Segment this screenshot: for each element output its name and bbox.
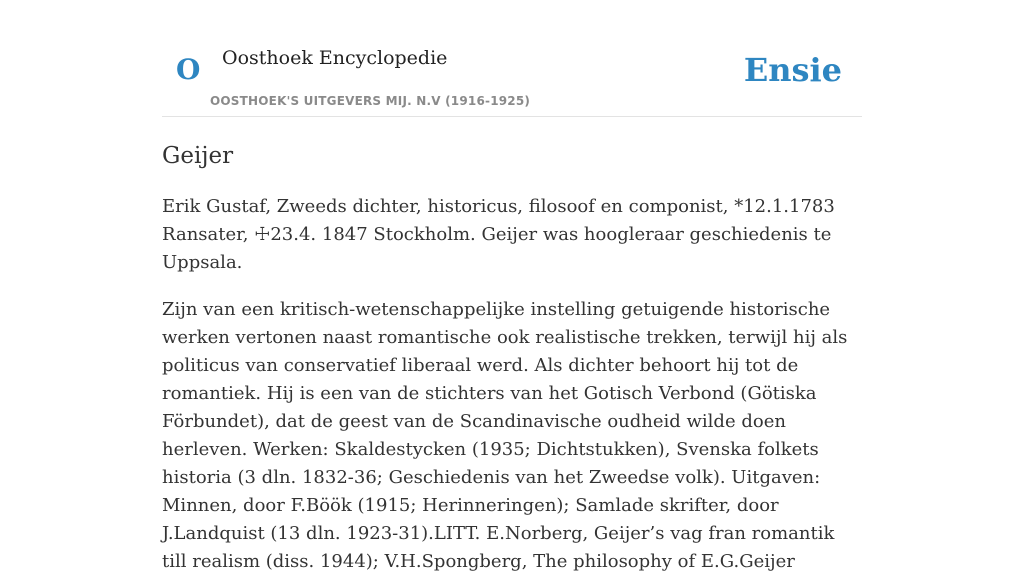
site-logo[interactable]: O — [176, 53, 201, 86]
content-container — [162, 0, 862, 576]
publisher-label: OOSTHOEK'S UITGEVERS MIJ. N.V (1916-1925) — [210, 94, 531, 108]
brand-logo[interactable]: Ensie — [743, 51, 842, 89]
article-title: Geijer — [162, 143, 234, 169]
article-paragraph: Zijn van een kritisch-wetenschappelijke instelling getuigende historische werken vertonen naast romantische ook realistische trekken, terwijl hij als politicus van conservatief liberaal werd. Als dichter behoort hij tot de romantiek. Hij is een van de stichters van het Gotisch Verbond (Götiska Förbundet), dat de geest van de Scandinavische oudheid wilde doen herleven. Werken: Skaldestycken (1935; Dichtstukken), Svenska folkets historia (3 dln. 1832-36; Geschiedenis van het Zweedse volk). Uitgaven: Minnen, door F.Böök (1915; Herinneringen); Samlade skrifter, door J.Landquist (13 dln. 1923-31).LITT. E.Norberg, Geijer’s vag fran romantik till realism (diss. 1944); V.H.Spongberg, The philosophy of E.G.Geijer — [162, 299, 848, 572]
site-header — [162, 0, 862, 117]
article-paragraph: Erik Gustaf, Zweeds dichter, historicus, filosoof en componist, *12.1.1783 Ransater, ☩23.4. 1847 Stockholm. Geijer was hoogleraar geschiedenis te Uppsala. — [162, 196, 835, 273]
site-title[interactable]: Oosthoek Encyclopedie — [222, 47, 448, 69]
